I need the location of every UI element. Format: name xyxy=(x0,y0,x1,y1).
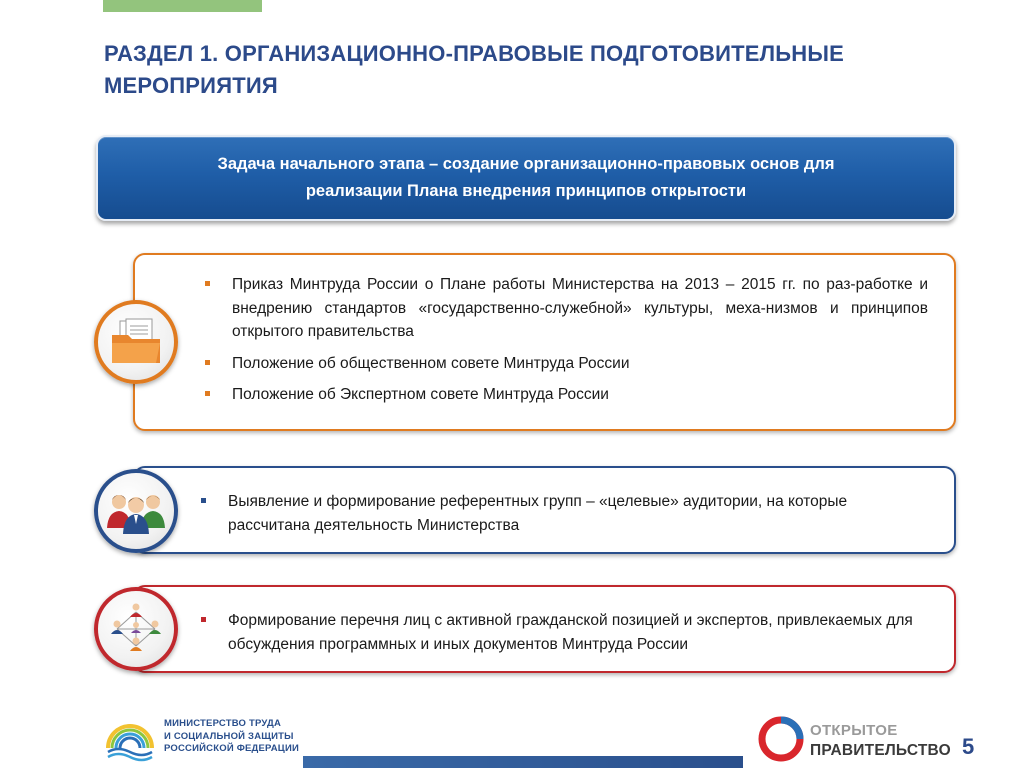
bullet-marker xyxy=(205,360,210,365)
reference-groups-panel xyxy=(133,466,956,554)
top-accent-bar xyxy=(103,0,262,12)
bullet-marker xyxy=(201,498,206,503)
ministry-name: МИНИСТЕРСТВО ТРУДА И СОЦИАЛЬНОЙ ЗАЩИТЫ РОССИЙСКОЙ ФЕДЕРАЦИИ xyxy=(164,718,300,754)
people-group-icon xyxy=(94,469,178,553)
open-government-name: ОТКРЫТОЕ ПРАВИТЕЛЬСТВО xyxy=(810,722,951,759)
task-banner-text: Задача начального этапа – создание организационно-правовых основ для реализации Плана внедрения принципов открытости xyxy=(217,155,835,200)
bullet-marker xyxy=(205,391,210,396)
reference-groups-list xyxy=(223,490,928,546)
bullet-marker xyxy=(201,617,206,622)
task-banner xyxy=(96,135,956,221)
slide-title: РАЗДЕЛ 1. ОРГАНИЗАЦИОННО-ПРАВОВЫЕ ПОДГОТОВИТЕЛЬНЫЕ МЕРОПРИЯТИЯ xyxy=(104,41,844,98)
list-item: Выявление и формирование референтных групп – «целевые» аудитории, на которые рассчитана деятельность Министерства xyxy=(223,490,928,538)
list-item: Положение об общественном совете Минтруда России xyxy=(227,352,928,376)
bullet-marker xyxy=(205,281,210,286)
open-government-emblem-icon xyxy=(758,716,804,762)
ministry-logo xyxy=(104,712,334,762)
open-government-logo xyxy=(758,716,951,766)
page-number: 5 xyxy=(962,734,975,759)
experts-list xyxy=(223,609,928,665)
list-item: Положение об Экспертном совете Минтруда России xyxy=(227,383,928,407)
documents-list xyxy=(227,273,928,415)
footer-accent-bar xyxy=(303,756,743,768)
experts-panel xyxy=(133,585,956,673)
folder-document-icon xyxy=(94,300,178,384)
documents-panel xyxy=(133,253,956,431)
ministry-emblem-icon xyxy=(104,712,156,762)
list-item: Приказ Минтруда России о Плане работы Министерства на 2013 – 2015 гг. по раз-работке и внедрению стандартов «государственно-служебной» культуры, меха-низмов и принципов открытого правительства xyxy=(227,273,928,344)
network-people-icon xyxy=(94,587,178,671)
list-item: Формирование перечня лиц с активной гражданской позицией и экспертов, привлекаемых для обсуждения программных и иных документов Минтруда России xyxy=(223,609,928,657)
